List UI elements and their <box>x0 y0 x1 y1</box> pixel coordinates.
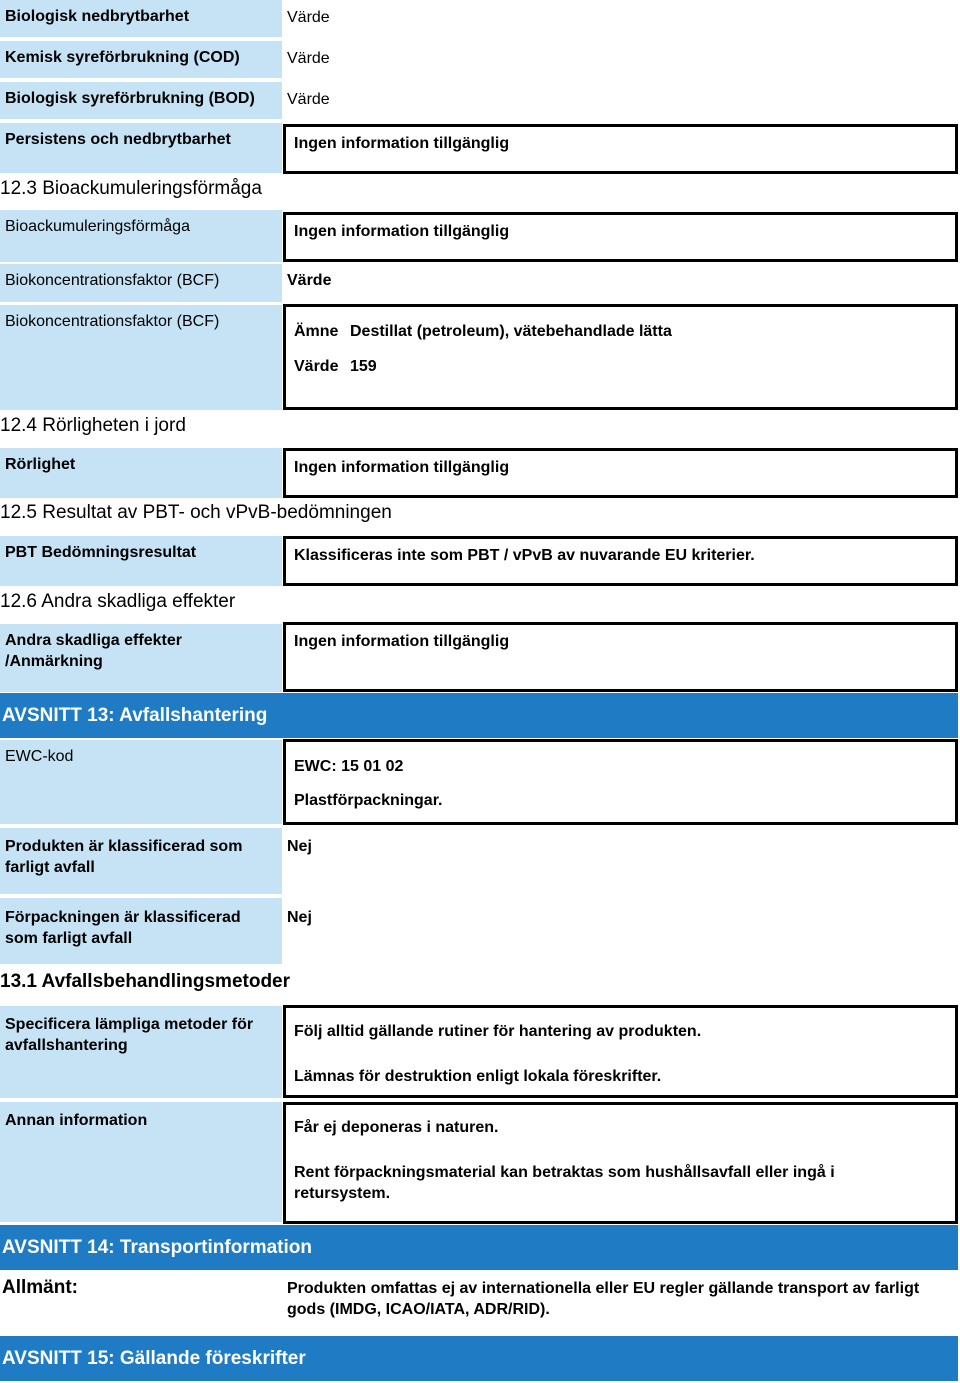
section-13-header <box>0 693 958 738</box>
label-andra-effekter-line2: /Anmärkning <box>5 653 103 670</box>
section-14-header <box>0 1225 958 1270</box>
label-rorlighet: Rörlighet <box>0 448 282 498</box>
value-hazard-pack: Nej <box>287 909 312 926</box>
bcf-value-key: Värde <box>294 358 339 375</box>
value-bod: Värde <box>287 91 330 108</box>
label-methods-line1: Specificera lämpliga metoder för <box>5 1016 254 1033</box>
label-cod: Kemisk syreförbrukning (COD) <box>0 41 282 78</box>
label-hazard-product-line1: Produkten är klassificerad som <box>5 838 243 855</box>
label-methods-line2: avfallshantering <box>5 1037 128 1054</box>
bcf-substance-key: Ämne <box>294 323 339 340</box>
value-bcf-1: Värde <box>287 272 332 289</box>
value-rorlighet-text: Ingen information tillgänglig <box>294 459 510 476</box>
section-15-header <box>0 1336 958 1381</box>
value-andra-effekter-text: Ingen information tillgänglig <box>294 633 510 650</box>
label-hazard-product-line2: farligt avfall <box>5 859 95 876</box>
heading-13-1: 13.1 Avfallsbehandlingsmetoder <box>0 971 291 992</box>
methods-line2: Lämnas för destruktion enligt lokala föreskrifter. <box>294 1068 662 1085</box>
other-info-line1: Får ej deponeras i naturen. <box>294 1119 499 1136</box>
allmant-line1: Produkten omfattas ej av internationella eller EU regler gällande transport av farligt <box>287 1280 920 1297</box>
value-other-info <box>283 1102 958 1224</box>
label-hazard-pack-line2: som farligt avfall <box>5 930 133 947</box>
value-pbt-text: Klassificeras inte som PBT / vPvB av nuvarande EU kriterier. <box>294 547 755 564</box>
value-allmant <box>287 1278 952 1320</box>
label-pbt: PBT Bedömningsresultat <box>0 536 282 586</box>
other-info-line3: retursystem. <box>294 1185 391 1202</box>
value-persistens <box>283 124 958 174</box>
section-13-title: AVSNITT 13: Avfallshantering <box>2 705 268 726</box>
methods-line1: Följ alltid gällande rutiner för hantering av produkten. <box>294 1023 702 1040</box>
heading-12-4: 12.4 Rörligheten i jord <box>0 415 186 436</box>
label-allmant: Allmänt: <box>2 1277 78 1298</box>
label-bcf-2: Biokoncentrationsfaktor (BCF) <box>0 305 282 410</box>
heading-12-6: 12.6 Andra skadliga effekter <box>0 591 236 612</box>
label-bcf-1: Biokoncentrationsfaktor (BCF) <box>0 264 282 302</box>
other-info-line2: Rent förpackningsmaterial kan betraktas som hushållsavfall eller ingå i <box>294 1164 835 1181</box>
bcf-value-row <box>294 356 947 377</box>
bcf-value-value: 159 <box>350 358 377 375</box>
section-15-title: AVSNITT 15: Gällande föreskrifter <box>2 1348 306 1369</box>
value-bioackumulering <box>283 212 958 262</box>
value-andra-effekter <box>283 622 958 692</box>
section-14-title: AVSNITT 14: Transportinformation <box>2 1237 313 1258</box>
label-hazard-pack-line1: Förpackningen är klassificerad <box>5 909 241 926</box>
label-bioackumulering: Bioackumuleringsförmåga <box>0 210 282 262</box>
ewc-description: Plastförpackningar. <box>294 792 443 809</box>
value-pbt <box>283 536 958 586</box>
label-bod: Biologisk syreförbrukning (BOD) <box>0 82 282 119</box>
heading-12-3: 12.3 Bioackumuleringsförmåga <box>0 178 262 199</box>
label-biologisk-nedbrytbarhet: Biologisk nedbrytbarhet <box>0 0 282 37</box>
label-hazard-pack <box>0 898 282 964</box>
label-andra-effekter <box>0 624 282 692</box>
label-other-info: Annan information <box>0 1102 282 1222</box>
bcf-substance-value: Destillat (petroleum), vätebehandlade lätta <box>350 323 672 340</box>
ewc-code: EWC: 15 01 02 <box>294 758 404 775</box>
value-bcf-2 <box>283 304 958 410</box>
allmant-line2: gods (IMDG, ICAO/IATA, ADR/RID). <box>287 1301 550 1318</box>
bcf-substance-row <box>294 321 947 342</box>
value-hazard-product: Nej <box>287 838 312 855</box>
value-persistens-text: Ingen information tillgänglig <box>294 135 510 152</box>
heading-12-5: 12.5 Resultat av PBT- och vPvB-bedömningen <box>0 502 392 523</box>
value-ewc <box>283 739 958 825</box>
label-persistens: Persistens och nedbrytbarhet <box>0 123 282 173</box>
label-hazard-product <box>0 828 282 894</box>
value-rorlighet <box>283 448 958 498</box>
value-bioackumulering-text: Ingen information tillgänglig <box>294 223 510 240</box>
label-methods <box>0 1006 282 1098</box>
value-methods <box>283 1005 958 1098</box>
label-andra-effekter-line1: Andra skadliga effekter <box>5 632 182 649</box>
value-cod: Värde <box>287 50 330 67</box>
value-biologisk-nedbrytbarhet: Värde <box>287 9 330 26</box>
label-ewc: EWC-kod <box>0 740 282 824</box>
